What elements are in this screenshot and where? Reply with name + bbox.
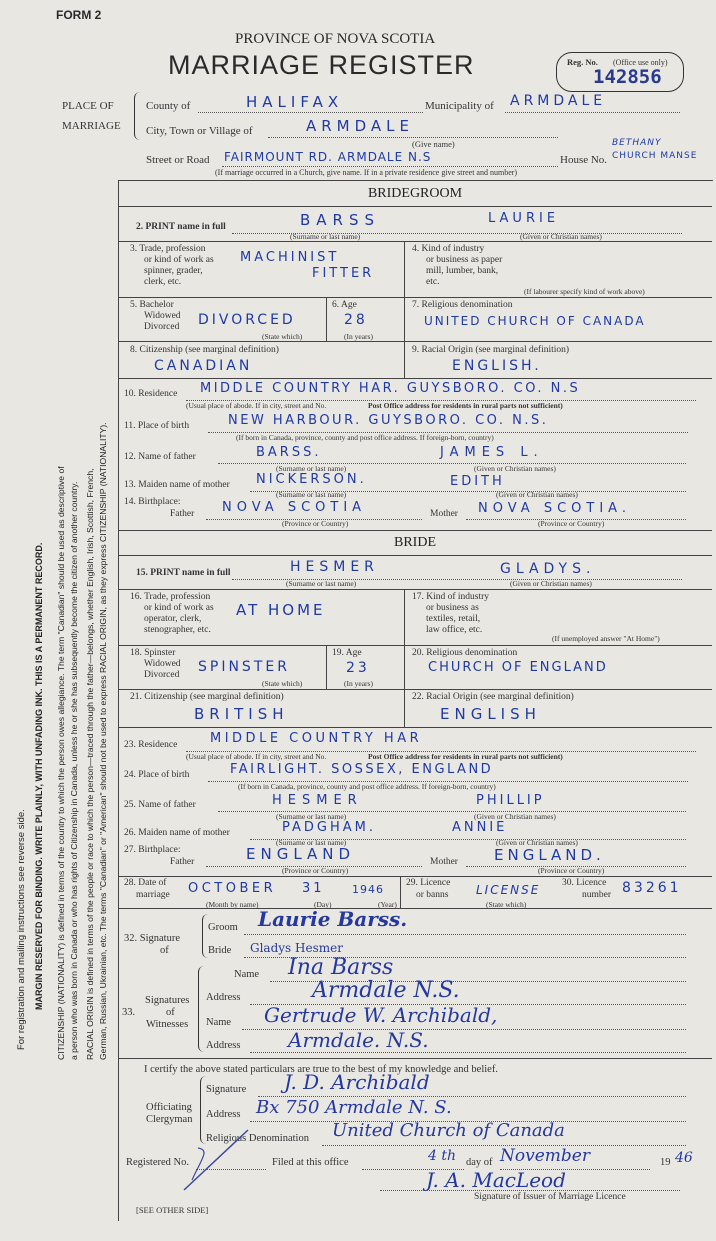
give-name-note: (Give name) bbox=[412, 139, 455, 149]
groom-mother-given: EDITH bbox=[450, 474, 505, 489]
w1-name: Ina Barss bbox=[288, 955, 394, 980]
city-label: City, Town or Village of bbox=[146, 125, 253, 137]
bridegroom-section-title: BRIDEGROOM bbox=[367, 186, 463, 201]
street-note: (If marriage occurred in a Church, give name. If in a private residence give street and number) bbox=[215, 168, 518, 177]
sidebar-racial-2: German, Russian, Ukrainian, etc. The terms "Canadian" or "American" should not be used to express RACIAL ORIGIN, as they express CITIZENSHIP (NATIONALITY). bbox=[98, 422, 108, 1060]
licence-number-label-b: number bbox=[582, 890, 612, 900]
bride-father-surname: HESMER bbox=[272, 793, 363, 808]
bride-given-note: (Given or Christian names) bbox=[510, 579, 592, 588]
county-value: HALIFAX bbox=[246, 93, 344, 111]
groom-industry-note: (If labourer specify kind of work above) bbox=[524, 287, 645, 296]
bride-trade-label-b: or kind of work as bbox=[144, 603, 214, 613]
licence-state-note: (State which) bbox=[486, 900, 527, 909]
bride-spinster-label: 18. Spinster bbox=[130, 648, 176, 658]
groom-industry-label-d: etc. bbox=[426, 277, 440, 287]
officiating-label-a: Officiating bbox=[146, 1102, 192, 1113]
marriage-label: MARRIAGE bbox=[62, 120, 121, 132]
groom-father-label: 12. Name of father bbox=[124, 452, 196, 462]
officiating-label-b: Clergyman bbox=[146, 1114, 193, 1125]
clergy-religious-label: Religious Denomination bbox=[206, 1133, 309, 1144]
bride-birth-label: 24. Place of birth bbox=[124, 770, 190, 780]
bride-section-title: BRIDE bbox=[394, 535, 436, 550]
clergy-religious: United Church of Canada bbox=[332, 1120, 565, 1141]
city-value: ARMDALE bbox=[306, 117, 415, 135]
bride-father-prov-note: (Province or Country) bbox=[282, 866, 349, 875]
bride-racial-label: 22. Racial Origin (see marginal definition) bbox=[412, 692, 574, 702]
filed-year-prefix: 19 bbox=[660, 1157, 671, 1168]
bride-religion: CHURCH OF ENGLAND bbox=[428, 660, 608, 675]
w2-name: Gertrude W. Archibald, bbox=[264, 1003, 498, 1027]
groom-sig-label: Groom bbox=[208, 922, 238, 933]
see-other-side: [SEE OTHER SIDE] bbox=[136, 1205, 209, 1215]
groom-status: DIVORCED bbox=[198, 312, 296, 328]
groom-divorced-label: Divorced bbox=[144, 322, 180, 332]
street-label: Street or Road bbox=[146, 154, 210, 166]
marriage-month: OCTOBER bbox=[188, 881, 277, 896]
groom-mother-surname: NICKERSON. bbox=[256, 472, 367, 487]
bride-father-label: 25. Name of father bbox=[124, 800, 196, 810]
groom-residence: MIDDLE COUNTRY HAR. GUYSBORO. CO. N.S bbox=[200, 381, 581, 396]
groom-print-label: 2. PRINT name in full bbox=[136, 222, 226, 232]
bride-racial: ENGLISH bbox=[440, 705, 541, 723]
groom-birthplace-mother-label: Mother bbox=[430, 509, 458, 519]
day-of-label: day of bbox=[466, 1157, 493, 1168]
bride-status: SPINSTER bbox=[198, 659, 290, 675]
bride-residence-label: 23. Residence bbox=[124, 740, 178, 750]
groom-trade-label-c: spinner, grader, bbox=[144, 266, 203, 276]
municipality-label: Municipality of bbox=[425, 100, 494, 112]
groom-father-given: JAMES L. bbox=[440, 445, 544, 460]
groom-father-surname-note: (Surname or last name) bbox=[276, 464, 347, 473]
date-label-b: marriage bbox=[136, 890, 170, 900]
groom-residence-note-2: Post Office address for residents in rural parts not sufficient) bbox=[368, 401, 563, 410]
bride-birthplace-label: 27. Birthplace: bbox=[124, 845, 181, 855]
clergy-address-label: Address bbox=[206, 1109, 241, 1120]
groom-birth: NEW HARBOUR. GUYSBORO. CO. N.S. bbox=[228, 413, 549, 428]
year-note: (Year) bbox=[378, 900, 397, 909]
groom-citizenship: CANADIAN bbox=[154, 358, 253, 374]
clergy-address: Bx 750 Armdale N. S. bbox=[256, 1097, 452, 1118]
licence-value: LICENSE bbox=[476, 883, 541, 897]
bride-industry-label-a: 17. Kind of industry bbox=[412, 592, 490, 602]
groom-birth-note: (If born in Canada, province, county and post office address. If foreign-born, country) bbox=[236, 433, 494, 442]
sidebar-margin-note: MARGIN RESERVED FOR BINDING. WRITE PLAINLY, WITH UNFADING INK. THIS IS A PERMANENT RECORD. bbox=[34, 542, 44, 1010]
groom-citizenship-label: 8. Citizenship (see marginal definition) bbox=[130, 345, 279, 355]
bride-father-surname-note: (Surname or last name) bbox=[276, 812, 347, 821]
street-value: FAIRMOUNT RD. ARMDALE N.S bbox=[224, 150, 432, 164]
registered-label: Registered No. bbox=[126, 1157, 189, 1168]
groom-widowed-label: Widowed bbox=[144, 311, 181, 321]
bride-residence-note-2: Post Office address for residents in rural parts not sufficient) bbox=[368, 752, 563, 761]
groom-bachelor-label: 5. Bachelor bbox=[130, 300, 174, 310]
reg-no-value: 142856 bbox=[593, 66, 662, 88]
w2-address: Armdale. N.S. bbox=[288, 1028, 429, 1052]
groom-father-birthplace: NOVA SCOTIA bbox=[222, 500, 367, 515]
place-of-label: PLACE OF bbox=[62, 100, 114, 112]
groom-father-given-note: (Given or Christian names) bbox=[474, 464, 556, 473]
bride-widowed-label: Widowed bbox=[144, 659, 181, 669]
house-label: House No. bbox=[560, 154, 608, 166]
witness-label-c: Witnesses bbox=[146, 1019, 189, 1030]
bride-age: 23 bbox=[346, 660, 370, 676]
groom-racial-label: 9. Racial Origin (see marginal definition) bbox=[412, 345, 570, 355]
bride-mother-given-note: (Given or Christian names) bbox=[496, 838, 578, 847]
groom-mother-surname-note: (Surname or last name) bbox=[276, 490, 347, 499]
bride-mother-prov-note: (Province or Country) bbox=[538, 866, 605, 875]
bride-birth-note: (If born in Canada, province, county and post office address. If foreign-born, country) bbox=[238, 782, 496, 791]
groom-state-which: (State which) bbox=[262, 332, 303, 341]
bride-trade-label-c: operator, clerk, bbox=[144, 614, 202, 624]
groom-trade-label-b: or kind of work as bbox=[144, 255, 214, 265]
bride-sig-label: Bride bbox=[208, 945, 232, 956]
groom-mother-label: 13. Maiden name of mother bbox=[124, 480, 230, 490]
house-value-1: BETHANY bbox=[612, 138, 662, 148]
groom-trade-2: FITTER bbox=[312, 266, 375, 281]
bride-surname: HESMER bbox=[290, 559, 379, 575]
sidebar-racial-1: RACIAL ORIGIN is defined in terms of the people or race to which the person—traced through the father—belongs, whether English, Irish, Scottish, French, bbox=[85, 468, 95, 1060]
groom-industry-label-c: mill, lumber, bank, bbox=[426, 266, 499, 276]
groom-industry-label-b: or business as paper bbox=[426, 255, 503, 265]
sig-label-a: 32. Signature bbox=[124, 933, 180, 944]
groom-trade-label-d: clerk, etc. bbox=[144, 277, 182, 287]
bride-citizenship-label: 21. Citizenship (see marginal definition) bbox=[130, 692, 284, 702]
bride-mother-given: ANNIE bbox=[452, 820, 508, 835]
bride-citizenship: BRITISH bbox=[194, 705, 289, 723]
bride-industry-note: (If unemployed answer "At Home") bbox=[552, 634, 660, 643]
w2-address-label: Address bbox=[206, 1040, 241, 1051]
groom-signature: Laurie Barss. bbox=[258, 907, 408, 931]
bride-birthplace-mother-label: Mother bbox=[430, 857, 458, 867]
issuer-signature: J. A. MacLeod bbox=[426, 1168, 566, 1192]
bride-industry-label-c: textiles, retail, bbox=[426, 614, 481, 624]
groom-given-note: (Given or Christian names) bbox=[520, 232, 602, 241]
marriage-day: 31 bbox=[302, 881, 325, 896]
ink-stroke bbox=[178, 1120, 258, 1200]
groom-surname-note: (Surname or last name) bbox=[290, 232, 361, 241]
groom-religion: UNITED CHURCH OF CANADA bbox=[424, 314, 646, 328]
certify-text: I certify the above stated particulars are true to the best of my knowledge and belief. bbox=[144, 1064, 498, 1075]
office-use-note: (Office use only) bbox=[613, 58, 668, 67]
w1-address: Armdale N.S. bbox=[312, 978, 460, 1003]
filed-year: 46 bbox=[675, 1150, 693, 1166]
licence-label-a: 29. Licence bbox=[406, 878, 451, 888]
groom-father-prov-note: (Province or Country) bbox=[282, 519, 349, 528]
reg-no-box bbox=[556, 52, 684, 92]
form-number: FORM 2 bbox=[56, 8, 102, 22]
county-label: County of bbox=[146, 100, 191, 112]
witness-label-a: Signatures bbox=[145, 995, 190, 1006]
municipality-value: ARMDALE bbox=[510, 93, 607, 109]
groom-birth-label: 11. Place of birth bbox=[124, 421, 190, 431]
filed-day: 4 th bbox=[428, 1148, 456, 1164]
place-brace bbox=[134, 92, 143, 140]
bride-in-years: (In years) bbox=[344, 679, 373, 688]
bride-father-given-note: (Given or Christian names) bbox=[474, 812, 556, 821]
reg-no-label: Reg. No. bbox=[567, 57, 598, 67]
bride-print-label: 15. PRINT name in full bbox=[136, 568, 231, 578]
licence-label-b: or banns bbox=[416, 890, 449, 900]
house-value-2: CHURCH MANSE bbox=[612, 151, 698, 161]
page-title: MARRIAGE REGISTER bbox=[168, 50, 475, 80]
bride-given: GLADYS. bbox=[500, 561, 596, 577]
groom-residence-label: 10. Residence bbox=[124, 389, 178, 399]
licence-number: 83261 bbox=[622, 880, 682, 896]
bride-state-which: (State which) bbox=[262, 679, 303, 688]
sidebar-citizenship-2: a person who was born in Canada or who has rights of Citizenship in Canada, unless he or she has subsequently become the citizen of another country. bbox=[69, 481, 79, 1060]
bride-birth: FAIRLIGHT. SOSSEX, ENGLAND bbox=[230, 762, 494, 777]
marriage-year: 1946 bbox=[352, 883, 384, 896]
bride-mother-label: 26. Maiden name of mother bbox=[124, 828, 230, 838]
bride-father-given: PHILLIP bbox=[476, 793, 545, 808]
groom-surname: BARSS bbox=[300, 211, 381, 229]
groom-age: 28 bbox=[344, 312, 368, 328]
groom-residence-note: (Usual place of abode. If in city, street and No. bbox=[186, 401, 327, 410]
bride-trade: AT HOME bbox=[236, 601, 326, 619]
bride-industry-label-b: or business as bbox=[426, 603, 479, 613]
bride-residence: MIDDLE COUNTRY HAR bbox=[210, 731, 423, 746]
clergy-signature: J. D. Archibald bbox=[284, 1070, 430, 1094]
groom-birthplace-father-label: Father bbox=[170, 509, 195, 519]
bride-age-label: 19. Age bbox=[332, 648, 362, 658]
bride-surname-note: (Surname or last name) bbox=[286, 579, 357, 588]
filed-month: November bbox=[500, 1146, 590, 1166]
bride-father-birthplace: ENGLAND bbox=[246, 845, 356, 863]
date-label-a: 28. Date of bbox=[124, 878, 167, 888]
groom-given: LAURIE bbox=[488, 211, 560, 226]
w1-name-label: Name bbox=[234, 969, 260, 980]
bride-mother-surname-note: (Surname or last name) bbox=[276, 838, 347, 847]
month-note: (Month by name) bbox=[206, 900, 259, 909]
bride-religion-label: 20. Religious denomination bbox=[412, 648, 518, 658]
groom-mother-prov-note: (Province or Country) bbox=[538, 519, 605, 528]
bride-residence-note: (Usual place of abode. If in city, street and No. bbox=[186, 752, 327, 761]
groom-in-years: (In years) bbox=[344, 332, 373, 341]
bride-mother-birthplace: ENGLAND. bbox=[494, 846, 605, 864]
issuer-note: Signature of Issuer of Marriage Licence bbox=[474, 1192, 626, 1202]
groom-industry-label-a: 4. Kind of industry bbox=[412, 244, 485, 254]
witness-number: 33. bbox=[122, 1007, 136, 1018]
sidebar-instructions: For registration and mailing instructions see reverse side. bbox=[16, 809, 27, 1050]
bride-divorced-label: Divorced bbox=[144, 670, 180, 680]
province-title: PROVINCE OF NOVA SCOTIA bbox=[235, 31, 436, 47]
clergy-signature-label: Signature bbox=[206, 1084, 247, 1095]
groom-religion-label: 7. Religious denomination bbox=[412, 300, 513, 310]
filed-label: Filed at this office bbox=[272, 1157, 349, 1168]
bride-trade-label-a: 16. Trade, profession bbox=[130, 592, 211, 602]
groom-age-label: 6. Age bbox=[332, 300, 357, 310]
licence-number-label-a: 30. Licence bbox=[562, 878, 607, 888]
bride-industry-label-d: law office, etc. bbox=[426, 625, 483, 635]
groom-racial: ENGLISH. bbox=[452, 358, 542, 374]
day-note: (Day) bbox=[314, 900, 332, 909]
w2-name-label: Name bbox=[206, 1017, 232, 1028]
sig-label-b: of bbox=[160, 945, 169, 956]
sidebar-citizenship-1: CITIZENSHIP (NATIONALITY) is defined in terms of the country to which the person owes allegiance. The term "Canadian" should be used as descriptive of bbox=[56, 466, 66, 1060]
bride-birthplace-father-label: Father bbox=[170, 857, 195, 867]
groom-father-surname: BARSS. bbox=[256, 445, 322, 460]
groom-trade-label-a: 3. Trade, profession bbox=[130, 244, 206, 254]
bride-trade-label-d: stenographer, etc. bbox=[144, 625, 211, 635]
witness-label-b: of bbox=[166, 1007, 175, 1018]
groom-trade-1: MACHINIST bbox=[240, 250, 340, 265]
bride-signature: Gladys Hesmer bbox=[250, 941, 343, 955]
groom-birthplace-label: 14. Birthplace: bbox=[124, 497, 181, 507]
bride-mother-surname: PADGHAM. bbox=[282, 820, 377, 835]
groom-mother-birthplace: NOVA SCOTIA. bbox=[478, 501, 631, 516]
groom-mother-given-note: (Given or Christian names) bbox=[496, 490, 578, 499]
w1-address-label: Address bbox=[206, 992, 241, 1003]
